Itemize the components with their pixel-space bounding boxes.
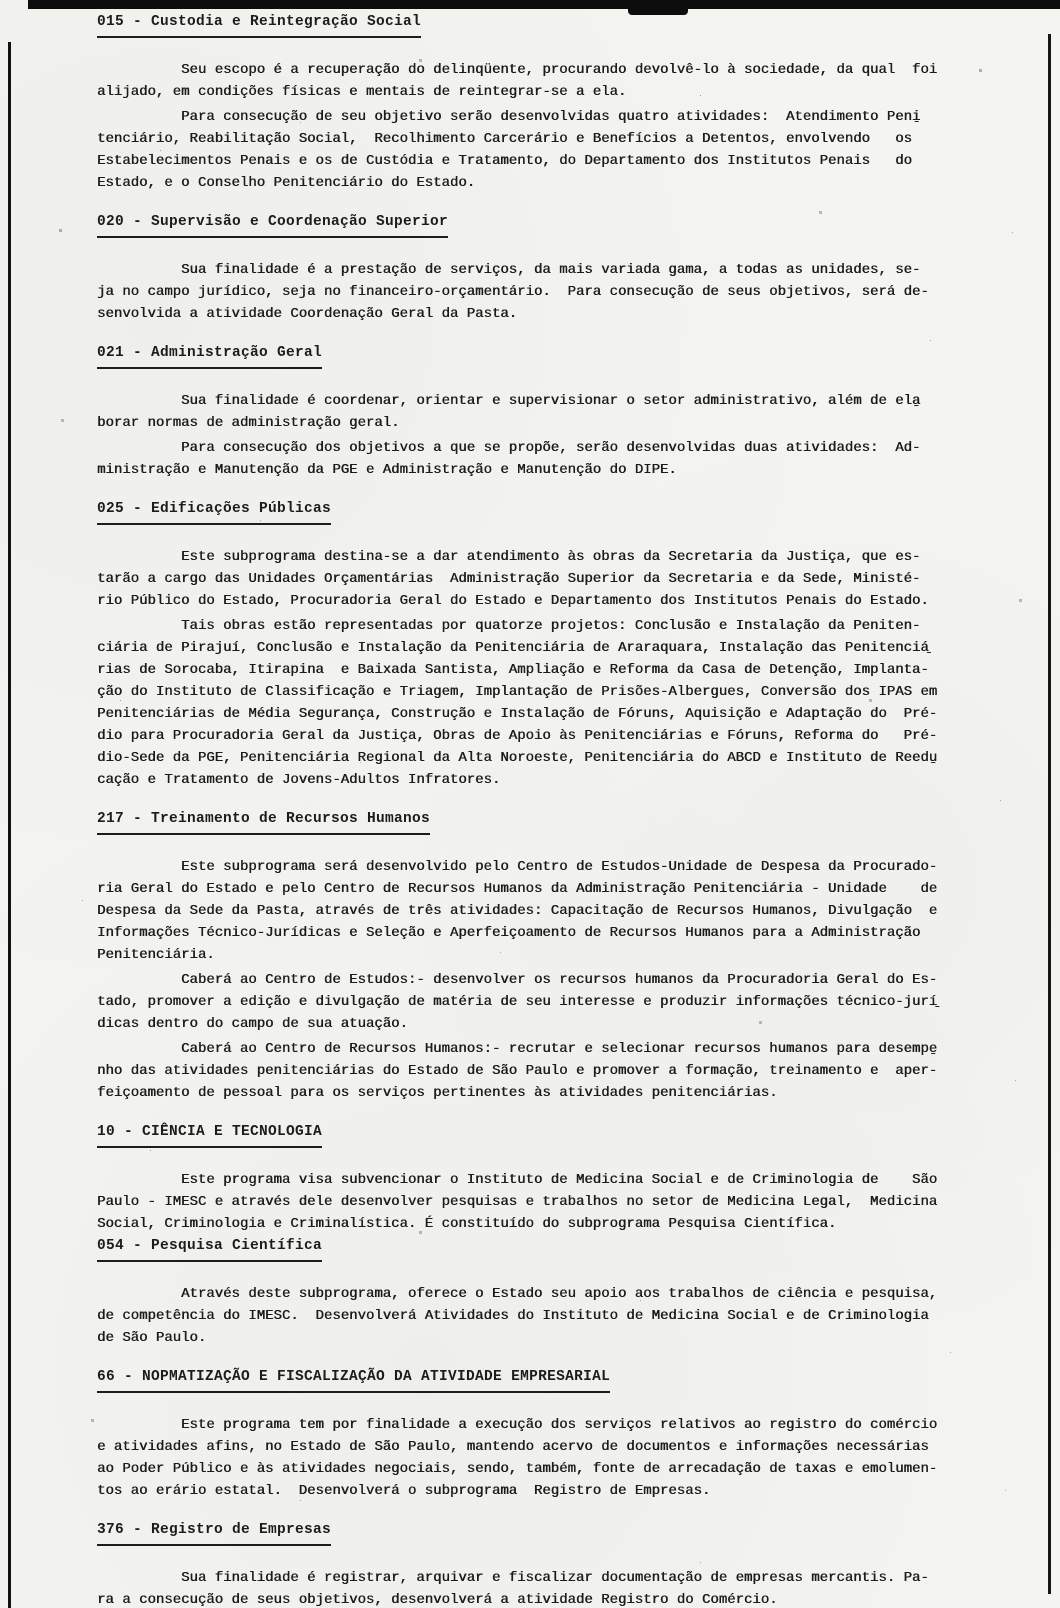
text-line: alijado, em condições físicas e mentais de reintegrar-se a ela. xyxy=(97,84,627,100)
section-heading-text: 217 - Treinamento de Recursos Humanos xyxy=(97,807,430,835)
paragraph xyxy=(97,106,997,194)
text-line: ciária de Pirajuí, Conclusão e Instalação da Penitenciária de Araraquara, Instalação das Penitenciá̱ xyxy=(97,640,929,656)
text-line: rias de Sorocaba, Itirapina e Baixada Santista, Ampliação e Reforma da Casa de Detenção, Implanta- xyxy=(97,662,929,678)
section-heading xyxy=(97,1120,997,1148)
section-heading-text: 10 - CIÊNCIA E TECNOLOGIA xyxy=(97,1120,322,1148)
paragraph xyxy=(97,1414,997,1502)
text-line: e atividades afins, no Estado de São Paulo, mantendo acervo de documentos e informações necessárias xyxy=(97,1439,929,1455)
text-line: Social, Criminologia e Criminalística. É constituído do subprograma Pesquisa Científica. xyxy=(97,1216,837,1232)
scan-left-edge xyxy=(8,42,11,1608)
paragraph xyxy=(97,1169,997,1235)
text-line: Despesa da Sede da Pasta, através de três atividades: Capacitação de Recursos Humanos, Divulgação e xyxy=(97,903,938,919)
section-020 xyxy=(97,210,997,325)
document-content xyxy=(97,10,997,1608)
paragraph xyxy=(97,1038,997,1104)
paragraph xyxy=(97,59,997,103)
section-heading-text: 021 - Administração Geral xyxy=(97,341,322,369)
text-line: ao Poder Público e às atividades negociais, sendo, também, fonte de arrecadação de taxas e emolumen- xyxy=(97,1461,938,1477)
paragraph xyxy=(97,546,997,612)
text-line: dicas dentro do campo de sua atuação. xyxy=(97,1016,408,1032)
paragraph xyxy=(97,1567,997,1608)
text-line: dio para Procuradoria Geral da Justiça, Obras de Apoio às Penitenciárias e Fóruns, Reforma do Pré- xyxy=(97,728,938,744)
paragraph xyxy=(97,856,997,966)
paragraph xyxy=(97,969,997,1035)
text-line: feiçoamento de pessoal para os serviços pertinentes às atividades penitenciárias. xyxy=(97,1085,778,1101)
section-217 xyxy=(97,807,997,1104)
text-line: tarão a cargo das Unidades Orçamentárias Administração Superior da Secretaria e da Sede, Ministé- xyxy=(97,571,921,587)
text-line: tos ao erário estatal. Desenvolverá o subprograma Registro de Empresas. xyxy=(97,1483,711,1499)
text-line: Tais obras estão representadas por quatorze projetos: Conclusão e Instalação da Peniten- xyxy=(97,618,921,634)
text-line: Sua finalidade é coordenar, orientar e supervisionar o setor administrativo, além de ela̱ xyxy=(97,393,921,409)
text-line: ja no campo jurídico, seja no financeiro-orçamentário. Para consecução de seus objetivos, será de- xyxy=(97,284,929,300)
text-line: tenciário, Reabilitação Social, Recolhimento Carcerário e Benefícios a Detentos, envolvendo os xyxy=(97,131,912,147)
section-heading xyxy=(97,497,997,525)
text-line: ria Geral do Estado e pelo Centro de Recursos Humanos da Administração Penitenciária - Unidade de xyxy=(97,881,938,897)
section-heading-text: 015 - Custodia e Reintegração Social xyxy=(97,10,421,38)
section-heading xyxy=(97,1365,997,1393)
scan-right-edge xyxy=(1048,34,1051,1594)
section-heading-text: 376 - Registro de Empresas xyxy=(97,1518,331,1546)
section-heading xyxy=(97,10,997,38)
text-line: Penitenciárias de Média Segurança, Construção e Instalação de Fóruns, Aquisição e Adaptação do Pré- xyxy=(97,706,938,722)
section-376 xyxy=(97,1518,997,1608)
section-015 xyxy=(97,10,997,194)
text-line: Sua finalidade é a prestação de serviços, da mais variada gama, a todas as unidades, se- xyxy=(97,262,921,278)
text-line: Para consecução dos objetivos a que se propõe, serão desenvolvidas duas atividades: Ad- xyxy=(97,440,921,456)
text-line: ministração e Manutenção da PGE e Administração e Manutenção do DIPE. xyxy=(97,462,677,478)
text-line: Este programa tem por finalidade a execução dos serviços relativos ao registro do comércio xyxy=(97,1417,938,1433)
text-line: Paulo - IMESC e através dele desenvolver pesquisas e trabalhos no setor de Medicina Legal, Medicina xyxy=(97,1194,938,1210)
text-line: rio Público do Estado, Procuradoria Geral do Estado e Departamento dos Institutos Penais do Estado. xyxy=(97,593,929,609)
paragraph xyxy=(97,1283,997,1349)
text-line: Estado, e o Conselho Penitenciário do Estado. xyxy=(97,175,476,191)
text-line: Caberá ao Centro de Estudos:- desenvolver os recursos humanos da Procuradoria Geral do Es- xyxy=(97,972,938,988)
text-line: de São Paulo. xyxy=(97,1330,207,1346)
text-line: dio-Sede da PGE, Penitenciária Regional da Alta Noroeste, Penitenciária do ABCD e Instituto de Reedu̱ xyxy=(97,750,938,766)
text-line: de competência do IMESC. Desenvolverá Atividades do Instituto de Medicina Social e de Criminologia xyxy=(97,1308,929,1324)
section-heading-text: 020 - Supervisão e Coordenação Superior xyxy=(97,210,448,238)
section-heading xyxy=(97,1234,997,1262)
text-line: Sua finalidade é registrar, arquivar e fiscalizar documentação de empresas mercantis. Pa- xyxy=(97,1570,929,1586)
text-line: Caberá ao Centro de Recursos Humanos:- recrutar e selecionar recursos humanos para desempe̱ xyxy=(97,1041,938,1057)
text-line: cação e Tratamento de Jovens-Adultos Infratores. xyxy=(97,772,501,788)
text-line: nho das atividades penitenciárias do Estado de São Paulo e promover a formação, treinamento e aper- xyxy=(97,1063,938,1079)
paragraph xyxy=(97,437,997,481)
text-line: senvolvida a atividade Coordenação Geral da Pasta. xyxy=(97,306,518,322)
text-line: Este subprograma será desenvolvido pelo Centro de Estudos-Unidade de Despesa da Procurado- xyxy=(97,859,938,875)
text-line: tado, promover a edição e divulgação de matéria de seu interesse e produzir informações técnico-jurí̱ xyxy=(97,994,938,1010)
text-line: Este programa visa subvencionar o Instituto de Medicina Social e de Criminologia de São xyxy=(97,1172,938,1188)
section-heading-text: 66 - NOPMATIZAÇÃO E FISCALIZAÇÃO DA ATIVIDADE EMPRESARIAL xyxy=(97,1365,610,1393)
text-line: borar normas de administração geral. xyxy=(97,415,400,431)
section-heading-text: 025 - Edificações Públicas xyxy=(97,497,331,525)
section-heading xyxy=(97,1518,997,1546)
section-10 xyxy=(97,1120,997,1235)
section-054 xyxy=(97,1234,997,1349)
text-line: Para consecução de seu objetivo serão desenvolvidas quatro atividades: Atendimento Peni̱ xyxy=(97,109,921,125)
paragraph xyxy=(97,259,997,325)
text-line: Através deste subprograma, oferece o Estado seu apoio aos trabalhos de ciência e pesquisa, xyxy=(97,1286,938,1302)
text-line: Este subprograma destina-se a dar atendimento às obras da Secretaria da Justiça, que es- xyxy=(97,549,921,565)
text-line: ção do Instituto de Classificação e Triagem, Implantação de Prisões-Albergues, Conversão dos IPAS em xyxy=(97,684,938,700)
text-line: Informações Técnico-Jurídicas e Seleção e Aperfeiçoamento de Recursos Humanos para a Administração xyxy=(97,925,921,941)
section-heading xyxy=(97,341,997,369)
paragraph xyxy=(97,615,997,791)
paragraph xyxy=(97,390,997,434)
text-line: ra a consecução de seus objetivos, desenvolverá a atividade Registro do Comércio. xyxy=(97,1592,778,1608)
text-line: Seu escopo é a recuperação do delinqüente, procurando devolvê-lo à sociedade, da qual foi xyxy=(97,62,938,78)
section-heading-text: 054 - Pesquisa Científica xyxy=(97,1234,322,1262)
scan-noise-speckles xyxy=(0,0,1,1)
scan-top-edge xyxy=(28,0,1060,9)
section-66 xyxy=(97,1365,997,1502)
section-025 xyxy=(97,497,997,791)
text-line: Penitenciária. xyxy=(97,947,215,963)
text-line: Estabelecimentos Penais e os de Custódia e Tratamento, do Departamento dos Institutos Penais do xyxy=(97,153,912,169)
section-heading xyxy=(97,210,997,238)
section-heading xyxy=(97,807,997,835)
section-021 xyxy=(97,341,997,481)
